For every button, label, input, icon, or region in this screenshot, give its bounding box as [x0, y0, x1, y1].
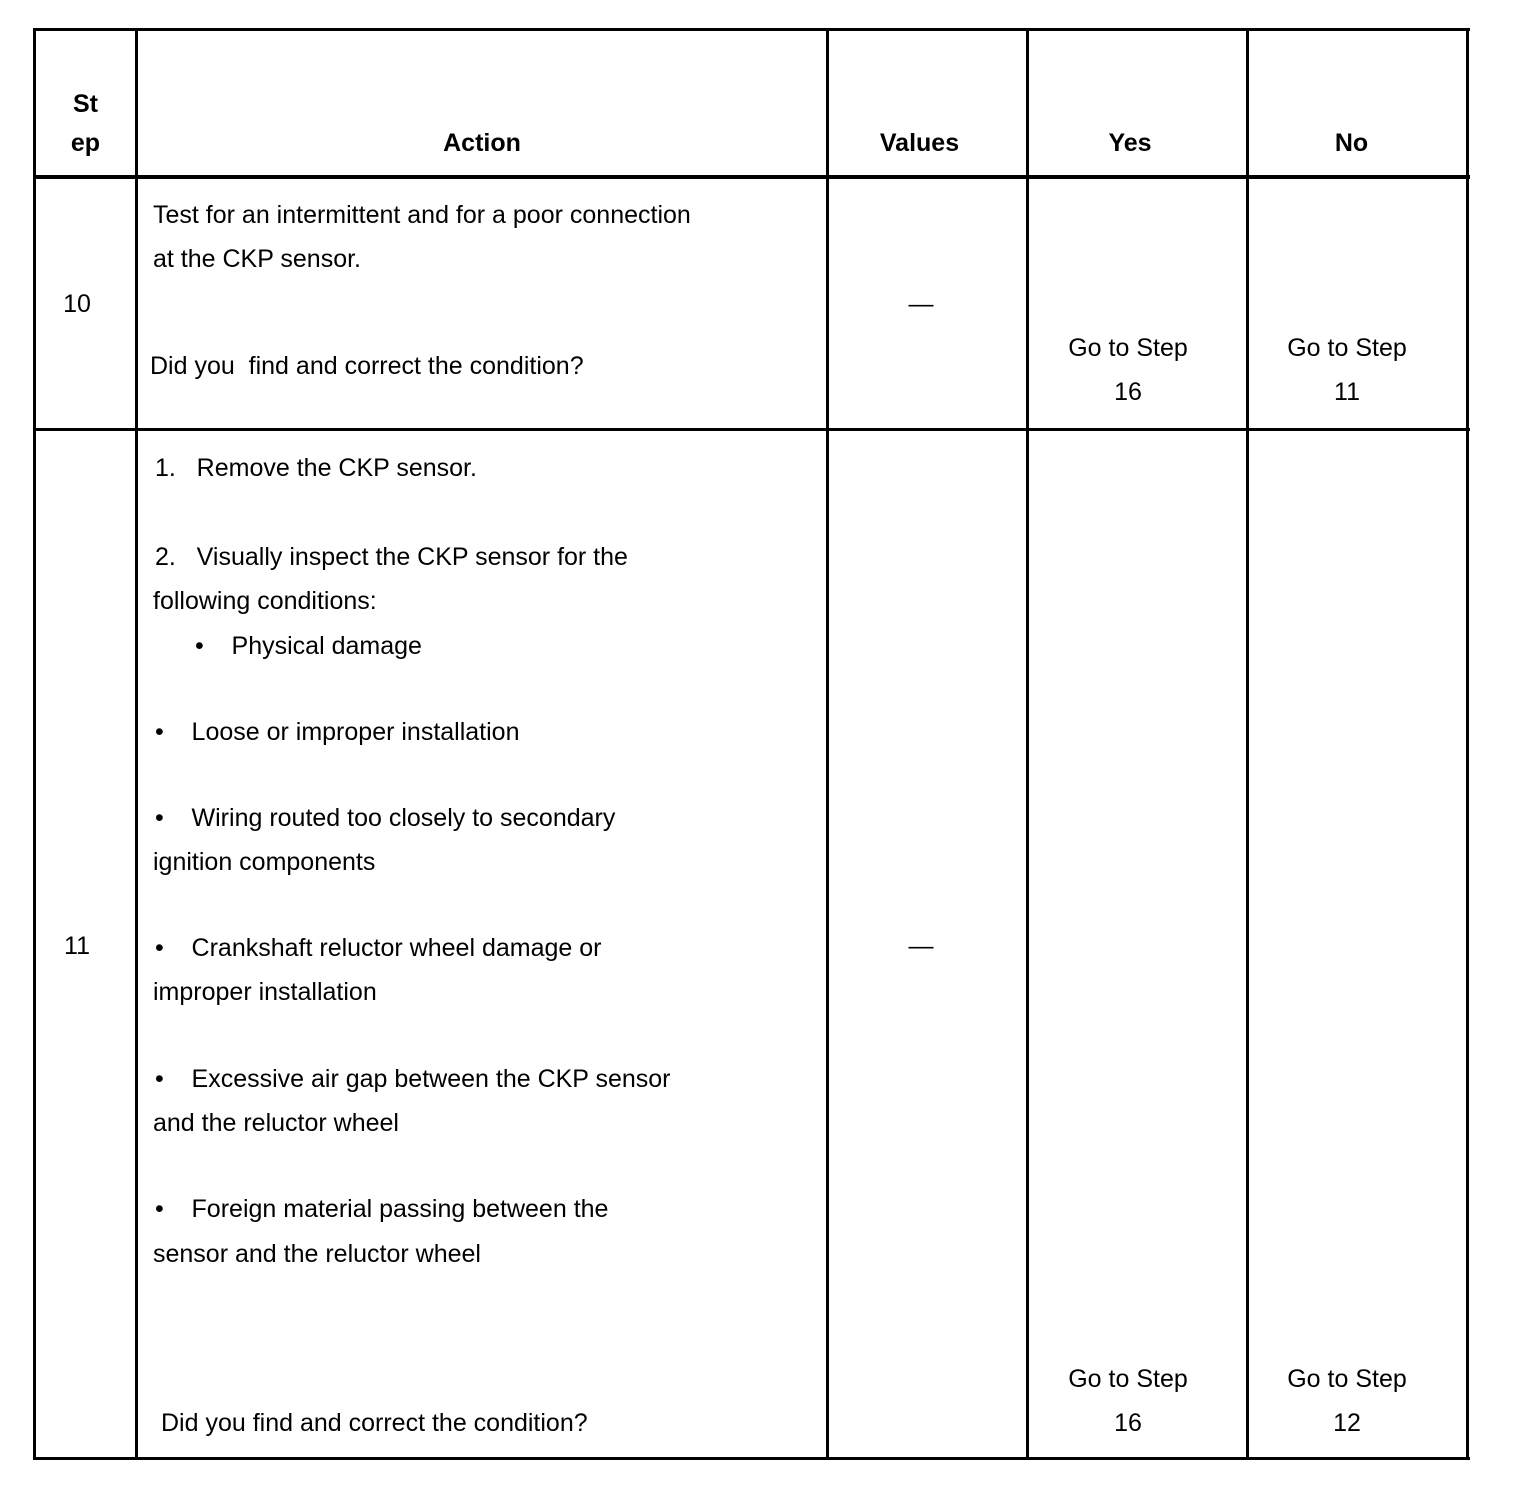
header-no: No	[1334, 129, 1369, 157]
list-item: • Crankshaft reluctor wheel damage or	[155, 934, 602, 962]
step-number-11: 11	[64, 932, 90, 960]
header-step-line2: ep	[70, 129, 101, 157]
yes-goto-line2: 16	[1114, 378, 1142, 406]
action-question: Did you find and correct the condition?	[161, 1409, 588, 1437]
column-divider-step	[135, 28, 138, 1460]
value-dash: —	[908, 290, 934, 318]
no-goto-line1: Go to Step	[1287, 334, 1407, 362]
yes-goto-line2: 16	[1114, 1409, 1142, 1437]
no-goto-line1: Go to Step	[1287, 1365, 1407, 1393]
column-divider-values	[1026, 28, 1029, 1460]
table-border-top	[33, 28, 1470, 31]
step-number-10: 10	[63, 290, 91, 318]
header-divider	[33, 175, 1470, 179]
table-border-right	[1466, 28, 1469, 1460]
list-item: • Loose or improper installation	[155, 718, 520, 746]
list-item: 2. Visually inspect the CKP sensor for the	[155, 543, 628, 571]
list-item: 1. Remove the CKP sensor.	[155, 454, 477, 482]
list-item: and the reluctor wheel	[153, 1109, 399, 1137]
table-border-left	[33, 28, 36, 1460]
list-item: • Wiring routed too closely to secondary	[155, 804, 616, 832]
list-item: following conditions:	[153, 587, 377, 615]
list-item: sensor and the reluctor wheel	[153, 1240, 481, 1268]
action-text-line2: at the CKP sensor.	[153, 245, 361, 273]
list-item: • Physical damage	[195, 632, 422, 660]
header-yes: Yes	[1108, 129, 1152, 157]
list-item: • Excessive air gap between the CKP sensor	[155, 1065, 671, 1093]
yes-goto-line1: Go to Step	[1068, 334, 1188, 362]
list-item: improper installation	[153, 978, 377, 1006]
table-border-bottom	[33, 1457, 1470, 1460]
row-divider	[33, 428, 1470, 431]
yes-goto-line1: Go to Step	[1068, 1365, 1188, 1393]
column-divider-yes	[1246, 28, 1249, 1460]
header-step-line1: St	[73, 90, 98, 118]
column-divider-action	[826, 28, 829, 1460]
header-values: Values	[879, 129, 960, 157]
action-question: Did you find and correct the condition?	[150, 352, 584, 380]
list-item: ignition components	[153, 848, 376, 876]
header-action: Action	[443, 129, 521, 157]
value-dash: —	[908, 932, 934, 960]
no-goto-line2: 12	[1333, 1409, 1361, 1437]
list-item: • Foreign material passing between the	[155, 1195, 609, 1223]
action-text-line1: Test for an intermittent and for a poor connection	[153, 201, 691, 229]
no-goto-line2: 11	[1334, 378, 1360, 406]
